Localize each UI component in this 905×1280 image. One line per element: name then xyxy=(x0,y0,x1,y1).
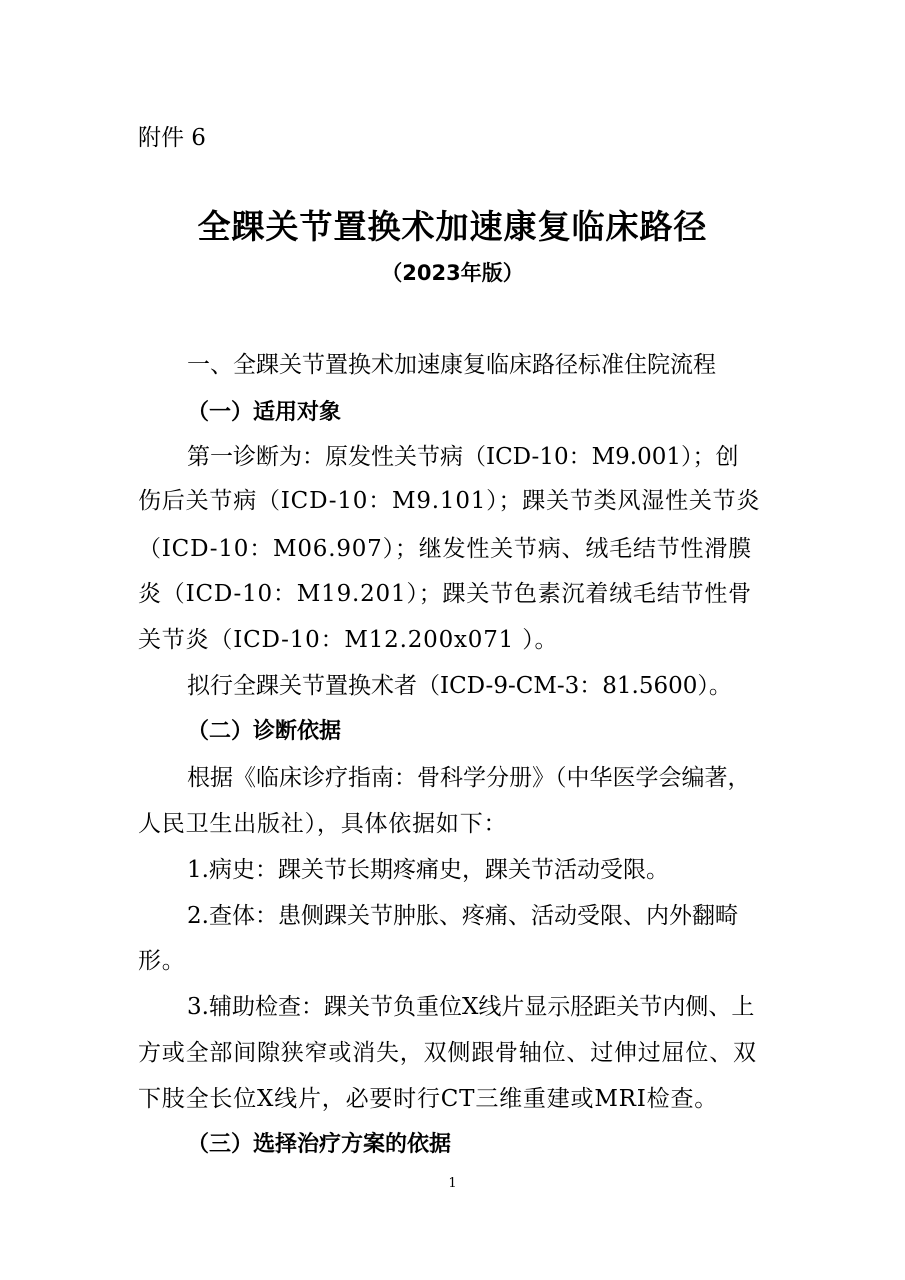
subsection-heading-1: （一）适用对象 xyxy=(187,400,342,425)
paragraph-line: 人民卫生出版社），具体依据如下： xyxy=(138,811,508,837)
paragraph-line: 拟行全踝关节置换术者（ICD-9-CM-3：81.5600）。 xyxy=(187,673,732,699)
subsection-heading-2: （二）诊断依据 xyxy=(187,719,342,744)
paragraph-line: （ICD-10：M06.907）；继发性关节病、绒毛结节性滑膜 xyxy=(138,536,752,562)
paragraph-line: 3.辅助检查：踝关节负重位X线片显示胫距关节内侧、上 xyxy=(187,994,755,1020)
paragraph-line: 关节炎（ICD-10：M12.200x071 ）。 xyxy=(138,627,559,653)
annex-label: 附件 6 xyxy=(138,125,206,151)
paragraph-line: 伤后关节病（ICD-10：M9.101）；踝关节类风湿性关节炎 xyxy=(138,488,761,514)
page-number: 1 xyxy=(448,1176,457,1191)
subsection-heading-3: （三）选择治疗方案的依据 xyxy=(187,1132,452,1157)
paragraph-line: 炎（ICD-10：M19.201）；踝关节色素沉着绒毛结节性骨 xyxy=(138,581,752,607)
section-heading-1: 一、全踝关节置换术加速康复临床路径标准住院流程 xyxy=(187,352,716,378)
document-title: 全踝关节置换术加速康复临床路径 xyxy=(197,207,708,246)
paragraph-line: 方或全部间隙狭窄或消失，双侧跟骨轴位、过伸过屈位、双 xyxy=(138,1040,757,1066)
paragraph-line: 1.病史：踝关节长期疼痛史，踝关节活动受限。 xyxy=(187,857,669,883)
paragraph-line: 第一诊断为：原发性关节病（ICD-10：M9.001）；创 xyxy=(187,444,739,470)
paragraph-line: 下肢全长位X线片，必要时行CT三维重建或MRI检查。 xyxy=(138,1086,719,1112)
paragraph-line: 2.查体：患侧踝关节肿胀、疼痛、活动受限、内外翻畸 xyxy=(187,903,738,929)
paragraph-line: 根据《临床诊疗指南：骨科学分册》（中华医学会编著， xyxy=(187,765,751,791)
paragraph-line: 形。 xyxy=(138,948,186,974)
document-subtitle: （2023年版） xyxy=(381,261,524,285)
